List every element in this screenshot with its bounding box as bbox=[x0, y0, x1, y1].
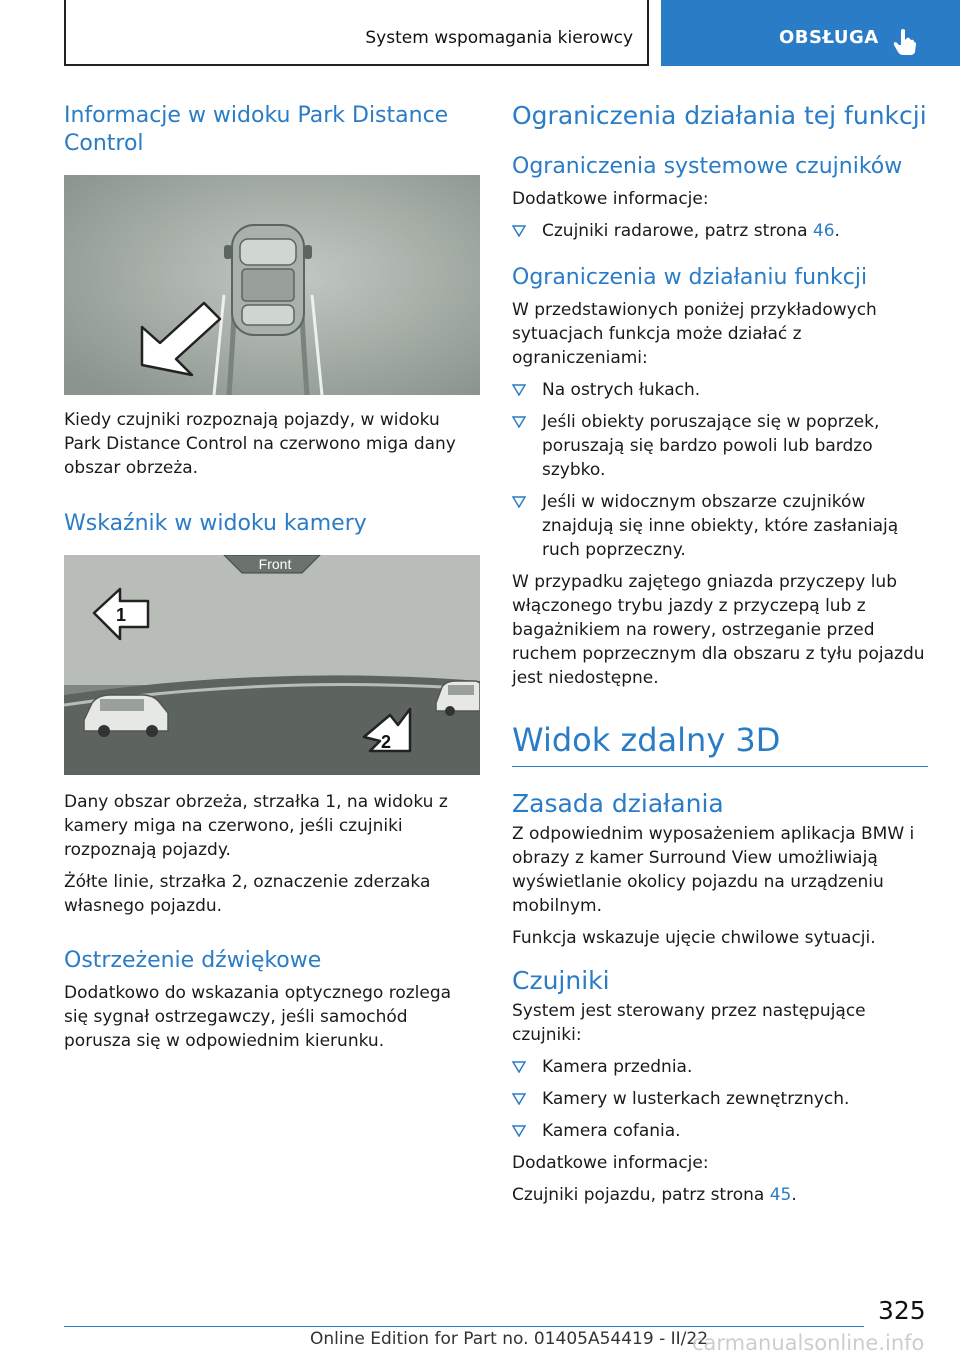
function-item-text: Jeśli obiekty poruszające się w poprzek, poruszają się bardzo powoli lub bardzo szybko. bbox=[542, 412, 880, 480]
principle-paragraph: Z odpowiednim wyposażeniem aplikacja BMW i obrazy z kamer Surround View umożliwiają wyświetlanie okolicy pojazdu na urządzeniu mobilnym. bbox=[512, 824, 915, 916]
vehicle-sensors-text: Czujniki pojazdu, patrz strona bbox=[512, 1185, 770, 1205]
hand-pointer-icon bbox=[893, 28, 917, 56]
triangle-bullet-icon bbox=[512, 1125, 526, 1137]
list-item bbox=[512, 1055, 928, 1079]
left-column bbox=[64, 100, 480, 1053]
radar-page-link[interactable]: 46 bbox=[812, 221, 835, 241]
sensor-limits-heading: Ograniczenia systemowe czujników bbox=[512, 154, 903, 179]
radar-list bbox=[512, 219, 928, 243]
function-paragraph: Funkcja wskazuje ujęcie chwilowe sytuacji. bbox=[512, 928, 876, 948]
arrow-2-label: 2 bbox=[380, 732, 392, 752]
triangle-bullet-icon bbox=[512, 416, 526, 428]
more-info-label-1: Dodatkowe informacje: bbox=[512, 189, 709, 209]
function-item-text: Jeśli w widocznym obszarze czujników znajdują się inne obiekty, które zasłaniają ruch poprzeczny. bbox=[542, 492, 899, 560]
sensor-list bbox=[512, 1055, 928, 1143]
sound-paragraph: Dodatkowo do wskazania optycznego rozlega się sygnał ostrzegawczy, jeśli samochód porusza się w odpowiednim kierunku. bbox=[64, 983, 452, 1051]
remote-3d-heading: Widok zdalny 3D bbox=[512, 721, 781, 759]
sensor-item-text: Kamera przednia. bbox=[542, 1057, 693, 1077]
trailer-paragraph: W przypadku zajętego gniazda przyczepy lub włączonego trybu jazdy z przyczepą lub z bagażnikiem na rowery, ostrzeganie przed ruchem poprzecznym dla obszaru z tyłu pojazdu jest niedostępne. bbox=[512, 572, 925, 688]
sensors-intro: System jest sterowany przez następujące czujniki: bbox=[512, 1001, 866, 1045]
list-item bbox=[512, 1087, 928, 1111]
limits-heading: Ograniczenia działania tej funkcji bbox=[512, 101, 927, 130]
radar-item-text: Czujniki radarowe, patrz strona bbox=[542, 221, 813, 241]
front-label: Front bbox=[258, 556, 292, 572]
function-intro: W przedstawionych poniżej przykładowych sytuacjach funkcja może działać z ograniczeniami: bbox=[512, 300, 877, 368]
list-item bbox=[512, 1119, 928, 1143]
more-info-label-2: Dodatkowe informacje: bbox=[512, 1153, 709, 1173]
sound-heading: Ostrzeżenie dźwiękowe bbox=[64, 948, 322, 973]
list-item bbox=[512, 410, 928, 482]
function-item-text: Na ostrych łukach. bbox=[542, 380, 701, 400]
function-limits-heading: Ograniczenia w działaniu funkcji bbox=[512, 265, 868, 290]
chapter-tab-label: OBSŁUGA bbox=[779, 27, 879, 48]
arrow-1-label: 1 bbox=[115, 605, 127, 625]
camera-paragraph-1: Dany obszar obrzeża, strzałka 1, na widoku z kamery miga na czerwono, jeśli czujniki rozpoznają pojazdy. bbox=[64, 792, 448, 860]
edition-text: Online Edition for Part no. 01405A54419 - II/22 bbox=[310, 1329, 709, 1349]
vehicle-sensors-page-link[interactable]: 45 bbox=[769, 1185, 792, 1205]
pdc-heading: Informacje w widoku Park Distance Control bbox=[64, 103, 449, 156]
camera-paragraph-2: Żółte linie, strzałka 2, oznaczenie zderzaka własnego pojazdu. bbox=[64, 872, 431, 916]
sensor-item-text: Kamery w lusterkach zewnętrznych. bbox=[542, 1089, 850, 1109]
list-item: Czujniki radarowe, patrz strona 46. bbox=[512, 219, 928, 243]
footer-rule bbox=[64, 1326, 864, 1327]
right-parked-car bbox=[436, 681, 480, 716]
heading-rule bbox=[512, 766, 928, 767]
triangle-bullet-icon bbox=[512, 1093, 526, 1105]
sensors-heading: Czujniki bbox=[512, 966, 610, 995]
triangle-bullet-icon bbox=[512, 496, 526, 508]
running-header bbox=[64, 0, 649, 66]
list-item bbox=[512, 378, 928, 402]
sensor-item-text: Kamera cofania. bbox=[542, 1121, 681, 1141]
page-number: 325 bbox=[878, 1296, 926, 1325]
watermark: carmanualsonline.info bbox=[692, 1331, 925, 1355]
pdc-paragraph: Kiedy czujniki rozpoznają pojazdy, w widoku Park Distance Control na czerwono miga dany obszar obrzeża. bbox=[64, 410, 456, 478]
vehicle-sensors-reference: Czujniki pojazdu, patrz strona 45. bbox=[512, 1185, 797, 1205]
principle-heading: Zasada działania bbox=[512, 789, 724, 818]
camera-view-figure bbox=[64, 555, 480, 775]
triangle-bullet-icon bbox=[512, 1061, 526, 1073]
triangle-bullet-icon bbox=[512, 384, 526, 396]
pdc-view-figure bbox=[64, 175, 480, 395]
chapter-tab[interactable] bbox=[661, 0, 960, 66]
function-limits-list bbox=[512, 378, 928, 562]
camera-heading: Wskaźnik w widoku kamery bbox=[64, 511, 367, 536]
section-title: System wspomagania kierowcy bbox=[365, 28, 633, 48]
triangle-bullet-icon bbox=[512, 225, 526, 237]
list-item bbox=[512, 490, 928, 562]
right-column bbox=[512, 100, 928, 1207]
left-parked-car bbox=[84, 695, 168, 737]
